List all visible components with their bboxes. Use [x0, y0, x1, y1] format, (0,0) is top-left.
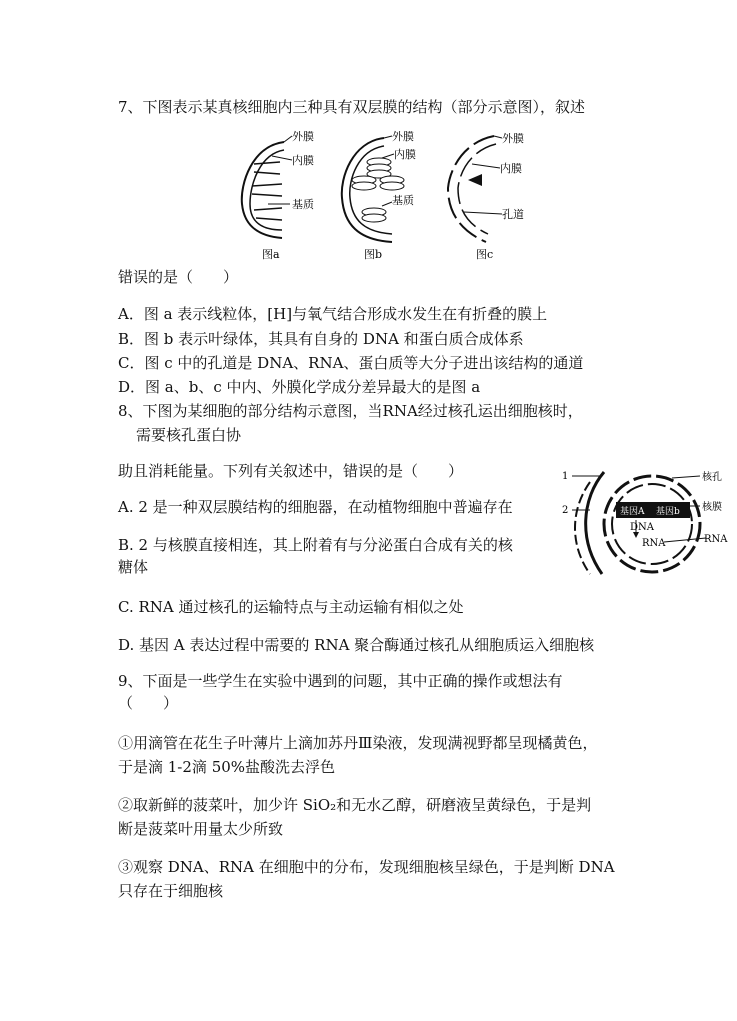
label-1: 1 — [562, 471, 569, 482]
q7-option-d: D．图 a、b、c 中内、外膜化学成分差异最大的是图 a — [118, 378, 481, 396]
fig-c-outer-label: 外膜 — [502, 132, 524, 145]
q8-stem-line1: 8、下图为某细胞的部分结构示意图，当RNA经过核孔运出细胞核时， — [118, 402, 583, 420]
gene-a-label: 基因A — [620, 507, 645, 517]
grana-stacks — [352, 158, 404, 222]
fig-a-matrix-label: 基质 — [292, 198, 314, 211]
fig-c-pore-label: 孔道 — [502, 208, 524, 221]
q9-item3-line1: ③观察 DNA、RNA 在细胞中的分布，发现细胞核呈绿色，于是判断 DNA — [118, 858, 615, 876]
gene-b-label: 基因b — [656, 507, 680, 517]
rna-inner-label: RNA — [642, 538, 666, 549]
figure-c-nucleus — [448, 136, 496, 242]
label-2: 2 — [562, 505, 569, 516]
fig-c-inner-label: 内膜 — [500, 162, 522, 175]
fig-b-outer-label: 外膜 — [392, 130, 414, 143]
q8-option-a: A. 2 是一种双层膜结构的细胞器，在动植物细胞中普遍存在 — [118, 498, 513, 516]
q8-stem-line3: 助且消耗能量。下列有关叙述中，错误的是（ ） — [118, 462, 464, 480]
q8-option-d: D. 基因 A 表达过程中需要的 RNA 聚合酶通过核孔从细胞质运入细胞核 — [118, 636, 595, 654]
q7-stem-line1: 7、下图表示某真核细胞内三种具有双层膜的结构（部分示意图），叙述 — [118, 98, 586, 116]
q8-option-c: C. RNA 通过核孔的运输特点与主动运输有相似之处 — [118, 598, 464, 616]
er-membrane-1 — [575, 472, 604, 574]
q7-stem-line2: 错误的是（ ） — [118, 268, 239, 286]
q9-stem-line2: （ ） — [118, 694, 179, 712]
q7-option-c: C．图 c 中的孔道是 DNA、RNA、蛋白质等大分子进出该结构的通道 — [118, 354, 584, 372]
q7-option-a: A．图 a 表示线粒体，[H]与氧气结合形成水发生在有折叠的膜上 — [118, 305, 548, 323]
q9-item2-line1: ②取新鲜的菠菜叶，加少许 SiO₂和无水乙醇，研磨液呈黄绿色，于是判 — [118, 796, 592, 814]
figure-a-mitochondrion — [242, 142, 284, 238]
q9-item1-line1: ①用滴管在花生子叶薄片上滴加苏丹Ⅲ染液，发现满视野都呈现橘黄色， — [118, 734, 598, 752]
q9-stem-line1: 9、下面是一些学生在实验中遇到的问题，其中正确的操作或想法有 — [118, 672, 563, 690]
fig-b-matrix-label: 基质 — [392, 194, 414, 207]
fig-a-inner-label: 内膜 — [292, 154, 314, 167]
nuclear-membrane-label: 核膜 — [702, 502, 722, 513]
pore-arrow-icon — [468, 174, 482, 186]
fig-b-inner-label: 内膜 — [394, 148, 416, 161]
rna-outer-label: RNA — [704, 534, 728, 545]
fig-a-outer-label: 外膜 — [292, 130, 314, 143]
q7-option-b: B．图 b 表示叶绿体，其具有自身的 DNA 和蛋白质合成体系 — [118, 330, 524, 348]
dna-label: DNA — [630, 522, 654, 533]
q8-option-b-line1: B. 2 与核膜直接相连，其上附着有与分泌蛋白合成有关的核 — [118, 536, 513, 554]
nuclear-pore-label: 核孔 — [702, 472, 722, 483]
fig-a-caption: 图a — [262, 248, 280, 261]
q9-item3-line2: 只存在于细胞核 — [118, 882, 224, 900]
q9-item1-line2: 于是滴 1-2滴 50%盐酸洗去浮色 — [118, 758, 336, 776]
q8-option-b-line2: 糖体 — [118, 558, 149, 576]
q7-figure — [232, 124, 532, 264]
q8-stem-line2: 需要核孔蛋白协 — [136, 426, 242, 444]
fig-c-caption: 图c — [476, 248, 494, 261]
q9-item2-line2: 断是菠菜叶用量太少所致 — [118, 820, 284, 838]
q8-figure — [560, 462, 734, 588]
fig-b-caption: 图b — [364, 248, 383, 261]
